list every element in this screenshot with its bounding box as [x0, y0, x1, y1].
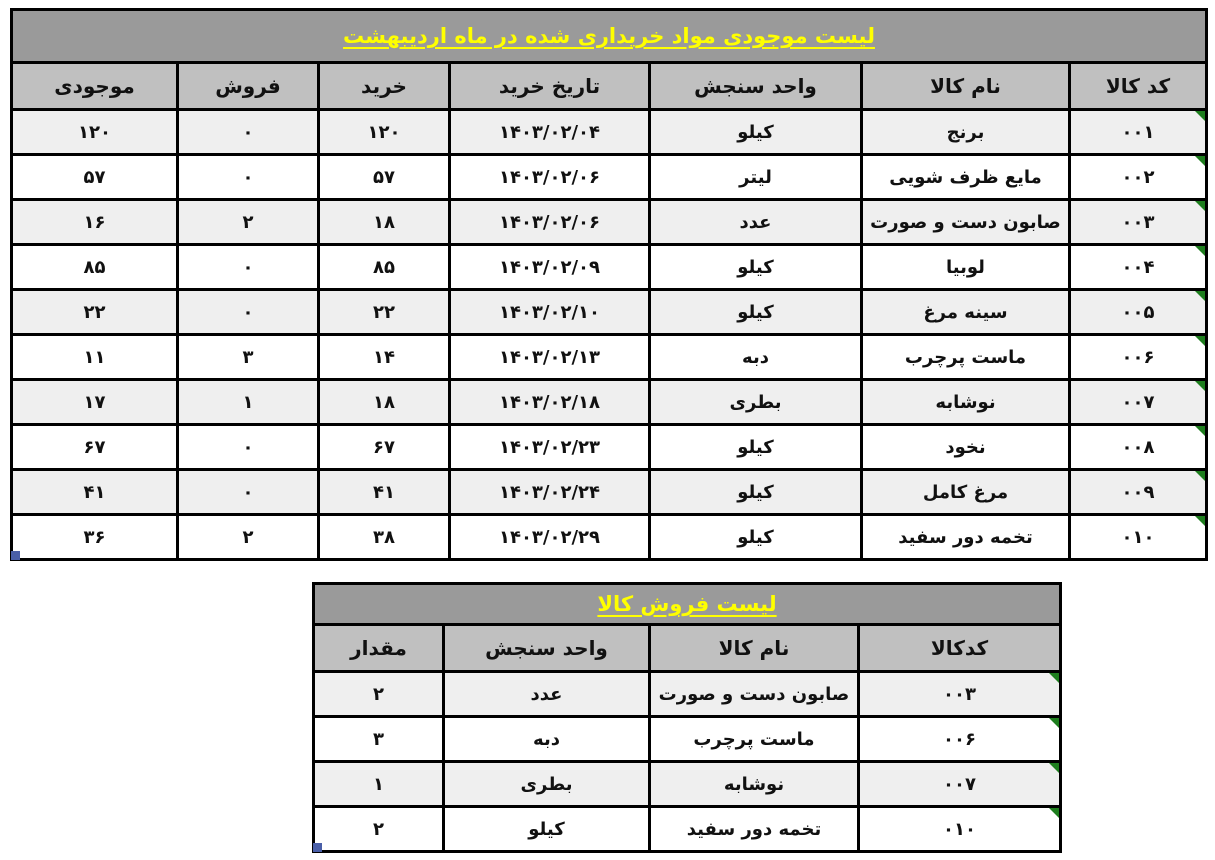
cell-quantity[interactable]: ۲ — [314, 672, 444, 717]
table-row — [314, 717, 1061, 762]
cell-stock[interactable]: ۱۲۰ — [12, 110, 178, 155]
error-indicator-icon — [1195, 336, 1205, 346]
error-indicator-icon — [1195, 111, 1205, 121]
cell-sell[interactable]: ۳ — [178, 335, 319, 380]
cell-date[interactable]: ۱۴۰۳/۰۲/۲۳ — [450, 425, 650, 470]
table-row — [314, 762, 1061, 807]
cell-date[interactable]: ۱۴۰۳/۰۲/۰۴ — [450, 110, 650, 155]
error-indicator-icon — [1195, 156, 1205, 166]
header-buy[interactable]: خرید — [319, 63, 450, 110]
cell-quantity[interactable]: ۲ — [314, 807, 444, 852]
cell-unit[interactable]: دبه — [444, 717, 650, 762]
cell-name[interactable]: مرغ کامل — [862, 470, 1070, 515]
cell-code[interactable]: ۰۰۶ — [1070, 335, 1207, 380]
cell-name[interactable]: صابون دست و صورت — [862, 200, 1070, 245]
sales-title-row — [314, 584, 1061, 625]
cell-stock[interactable]: ۴۱ — [12, 470, 178, 515]
table-row — [12, 335, 1207, 380]
cell-unit[interactable]: بطری — [650, 380, 862, 425]
sales-grid — [312, 582, 1062, 853]
header-name[interactable]: نام کالا — [650, 625, 859, 672]
sales-title: لیست فروش کالا — [597, 592, 777, 616]
cell-date[interactable]: ۱۴۰۳/۰۲/۱۳ — [450, 335, 650, 380]
fill-handle-marker[interactable] — [11, 551, 20, 560]
cell-name[interactable]: سینه مرغ — [862, 290, 1070, 335]
cell-code[interactable]: ۰۰۳ — [859, 672, 1061, 717]
error-indicator-icon — [1195, 381, 1205, 391]
error-indicator-icon — [1195, 201, 1205, 211]
cell-name[interactable]: نوشابه — [862, 380, 1070, 425]
table-row — [314, 672, 1061, 717]
cell-buy[interactable]: ۱۴ — [319, 335, 450, 380]
error-indicator-icon — [1049, 673, 1059, 683]
table-row — [12, 515, 1207, 560]
inventory-table — [10, 8, 1208, 561]
header-code[interactable]: کدکالا — [859, 625, 1061, 672]
cell-code[interactable]: ۰۰۲ — [1070, 155, 1207, 200]
cell-stock[interactable]: ۱۷ — [12, 380, 178, 425]
cell-code[interactable]: ۰۰۸ — [1070, 425, 1207, 470]
cell-unit[interactable]: کیلو — [650, 470, 862, 515]
cell-name[interactable]: ماست پرچرب — [650, 717, 859, 762]
table-row — [314, 807, 1061, 852]
cell-buy[interactable]: ۶۷ — [319, 425, 450, 470]
cell-buy[interactable]: ۸۵ — [319, 245, 450, 290]
inventory-grid — [10, 8, 1208, 561]
cell-code[interactable]: ۰۰۵ — [1070, 290, 1207, 335]
cell-name[interactable]: برنج — [862, 110, 1070, 155]
table-row — [12, 155, 1207, 200]
header-purchase-date[interactable]: تاریخ خرید — [450, 63, 650, 110]
table-row — [12, 470, 1207, 515]
table-row — [12, 290, 1207, 335]
header-code[interactable]: کد کالا — [1070, 63, 1207, 110]
cell-date[interactable]: ۱۴۰۳/۰۲/۰۶ — [450, 200, 650, 245]
cell-stock[interactable]: ۸۵ — [12, 245, 178, 290]
inventory-title-row — [12, 10, 1207, 63]
cell-code[interactable]: ۰۰۴ — [1070, 245, 1207, 290]
cell-name[interactable]: ماست پرچرب — [862, 335, 1070, 380]
error-indicator-icon — [1195, 426, 1205, 436]
header-stock[interactable]: موجودی — [12, 63, 178, 110]
cell-unit[interactable]: عدد — [650, 200, 862, 245]
cell-code[interactable]: ۰۱۰ — [859, 807, 1061, 852]
cell-sell[interactable]: ۰ — [178, 470, 319, 515]
cell-sell[interactable]: ۰ — [178, 110, 319, 155]
cell-quantity[interactable]: ۳ — [314, 717, 444, 762]
table-row — [12, 110, 1207, 155]
error-indicator-icon — [1195, 291, 1205, 301]
cell-unit[interactable]: دبه — [650, 335, 862, 380]
cell-stock[interactable]: ۶۷ — [12, 425, 178, 470]
inventory-header-row — [12, 63, 1207, 110]
cell-unit[interactable]: کیلو — [650, 110, 862, 155]
header-quantity[interactable]: مقدار — [314, 625, 444, 672]
error-indicator-icon — [1049, 763, 1059, 773]
cell-sell[interactable]: ۰ — [178, 245, 319, 290]
cell-buy[interactable]: ۳۸ — [319, 515, 450, 560]
cell-unit[interactable]: کیلو — [650, 290, 862, 335]
table-row — [12, 380, 1207, 425]
cell-name[interactable]: نوشابه — [650, 762, 859, 807]
header-unit[interactable]: واحد سنجش — [650, 63, 862, 110]
cell-quantity[interactable]: ۱ — [314, 762, 444, 807]
cell-name[interactable]: صابون دست و صورت — [650, 672, 859, 717]
table-row — [12, 200, 1207, 245]
fill-handle-marker[interactable] — [313, 843, 322, 852]
cell-code[interactable]: ۰۰۶ — [859, 717, 1061, 762]
cell-stock[interactable]: ۱۶ — [12, 200, 178, 245]
cell-code[interactable]: ۰۰۷ — [1070, 380, 1207, 425]
cell-buy[interactable]: ۱۲۰ — [319, 110, 450, 155]
cell-buy[interactable]: ۲۲ — [319, 290, 450, 335]
sales-title-cell[interactable] — [314, 584, 1061, 625]
cell-unit[interactable]: بطری — [444, 762, 650, 807]
error-indicator-icon — [1195, 516, 1205, 526]
header-unit[interactable]: واحد سنجش — [444, 625, 650, 672]
cell-unit[interactable]: کیلو — [650, 515, 862, 560]
cell-unit[interactable]: کیلو — [444, 807, 650, 852]
cell-date[interactable]: ۱۴۰۳/۰۲/۱۰ — [450, 290, 650, 335]
table-row — [12, 425, 1207, 470]
cell-name[interactable]: تخمه دور سفید — [862, 515, 1070, 560]
cell-buy[interactable]: ۱۸ — [319, 200, 450, 245]
cell-buy[interactable]: ۴۱ — [319, 470, 450, 515]
cell-name[interactable]: لوبیا — [862, 245, 1070, 290]
error-indicator-icon — [1049, 808, 1059, 818]
header-sell[interactable]: فروش — [178, 63, 319, 110]
table-row — [12, 245, 1207, 290]
cell-unit[interactable]: لیتر — [650, 155, 862, 200]
cell-stock[interactable]: ۳۶ — [12, 515, 178, 560]
cell-sell[interactable]: ۰ — [178, 155, 319, 200]
inventory-title-cell[interactable] — [12, 10, 1207, 63]
cell-code[interactable]: ۰۰۹ — [1070, 470, 1207, 515]
cell-unit[interactable]: کیلو — [650, 245, 862, 290]
cell-date[interactable]: ۱۴۰۳/۰۲/۰۶ — [450, 155, 650, 200]
cell-sell[interactable]: ۱ — [178, 380, 319, 425]
cell-name[interactable]: تخمه دور سفید — [650, 807, 859, 852]
cell-sell[interactable]: ۲ — [178, 515, 319, 560]
cell-stock[interactable]: ۲۲ — [12, 290, 178, 335]
cell-sell[interactable]: ۰ — [178, 425, 319, 470]
cell-name[interactable]: مایع ظرف شویی — [862, 155, 1070, 200]
sales-table — [312, 582, 1062, 853]
cell-date[interactable]: ۱۴۰۳/۰۲/۲۹ — [450, 515, 650, 560]
cell-name[interactable]: نخود — [862, 425, 1070, 470]
cell-code[interactable]: ۰۰۷ — [859, 762, 1061, 807]
cell-unit[interactable]: عدد — [444, 672, 650, 717]
cell-date[interactable]: ۱۴۰۳/۰۲/۲۴ — [450, 470, 650, 515]
cell-unit[interactable]: کیلو — [650, 425, 862, 470]
inventory-title: لیست موجودی مواد خریداری شده در ماه اردیبهشت — [343, 24, 875, 48]
cell-code[interactable]: ۰۰۳ — [1070, 200, 1207, 245]
sales-header-row — [314, 625, 1061, 672]
header-name[interactable]: نام کالا — [862, 63, 1070, 110]
cell-sell[interactable]: ۰ — [178, 290, 319, 335]
error-indicator-icon — [1195, 246, 1205, 256]
cell-code[interactable]: ۰۰۱ — [1070, 110, 1207, 155]
cell-code[interactable]: ۰۱۰ — [1070, 515, 1207, 560]
cell-buy[interactable]: ۱۸ — [319, 380, 450, 425]
cell-stock[interactable]: ۱۱ — [12, 335, 178, 380]
cell-date[interactable]: ۱۴۰۳/۰۲/۱۸ — [450, 380, 650, 425]
cell-stock[interactable]: ۵۷ — [12, 155, 178, 200]
error-indicator-icon — [1049, 718, 1059, 728]
error-indicator-icon — [1195, 471, 1205, 481]
cell-sell[interactable]: ۲ — [178, 200, 319, 245]
cell-buy[interactable]: ۵۷ — [319, 155, 450, 200]
cell-date[interactable]: ۱۴۰۳/۰۲/۰۹ — [450, 245, 650, 290]
